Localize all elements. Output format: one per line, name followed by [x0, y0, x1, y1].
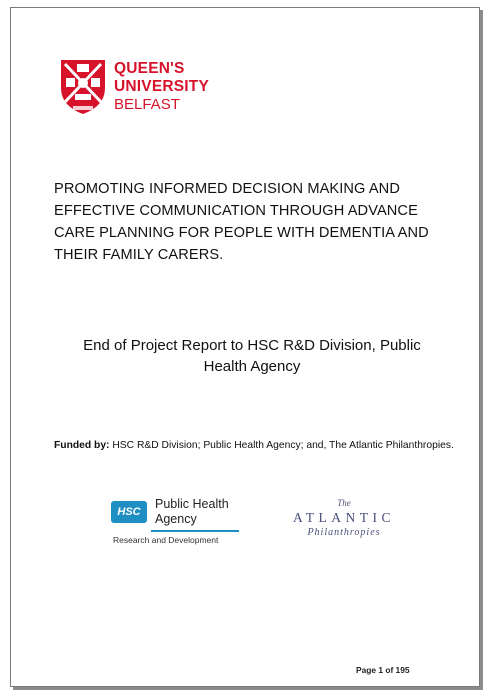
page-number: Page 1 of 195	[356, 665, 410, 675]
atlantic-the: The	[337, 498, 351, 508]
document-subtitle: End of Project Report to HSC R&D Division, Public Health Agency	[83, 337, 421, 375]
qub-wordmark	[114, 60, 209, 114]
funded-label: Funded by:	[54, 440, 110, 451]
qub-line-3: BELFAST	[114, 96, 180, 113]
pha-name-line-2: Agency	[155, 512, 197, 526]
pha-name	[155, 497, 229, 527]
funded-text: HSC R&D Division; Public Health Agency; and, The Atlantic Philanthropies.	[109, 440, 454, 451]
atlantic-name: ATLANTIC	[293, 510, 395, 525]
qub-logo	[59, 58, 229, 122]
document-page	[10, 7, 480, 687]
atlantic-sub: Philanthropies	[307, 527, 381, 538]
university-crest-icon	[59, 58, 107, 116]
pha-divider	[151, 530, 239, 532]
qub-line-2: UNIVERSITY	[114, 78, 210, 95]
hsc-badge-icon: HSC	[111, 501, 147, 523]
pha-tagline: Research and Development	[113, 535, 219, 545]
funding-statement	[54, 438, 454, 454]
pha-name-line-1: Public Health	[155, 497, 229, 511]
document-title: PROMOTING INFORMED DECISION MAKING AND EFFECTIVE COMMUNICATION THROUGH ADVANCE CARE PLANNING FOR PEOPLE WITH DEMENTIA AND THEIR FAMILY CARERS.	[54, 181, 429, 263]
public-health-agency-logo	[111, 497, 251, 549]
qub-line-1: QUEEN'S	[114, 60, 185, 77]
atlantic-philanthropies-logo	[279, 498, 409, 548]
